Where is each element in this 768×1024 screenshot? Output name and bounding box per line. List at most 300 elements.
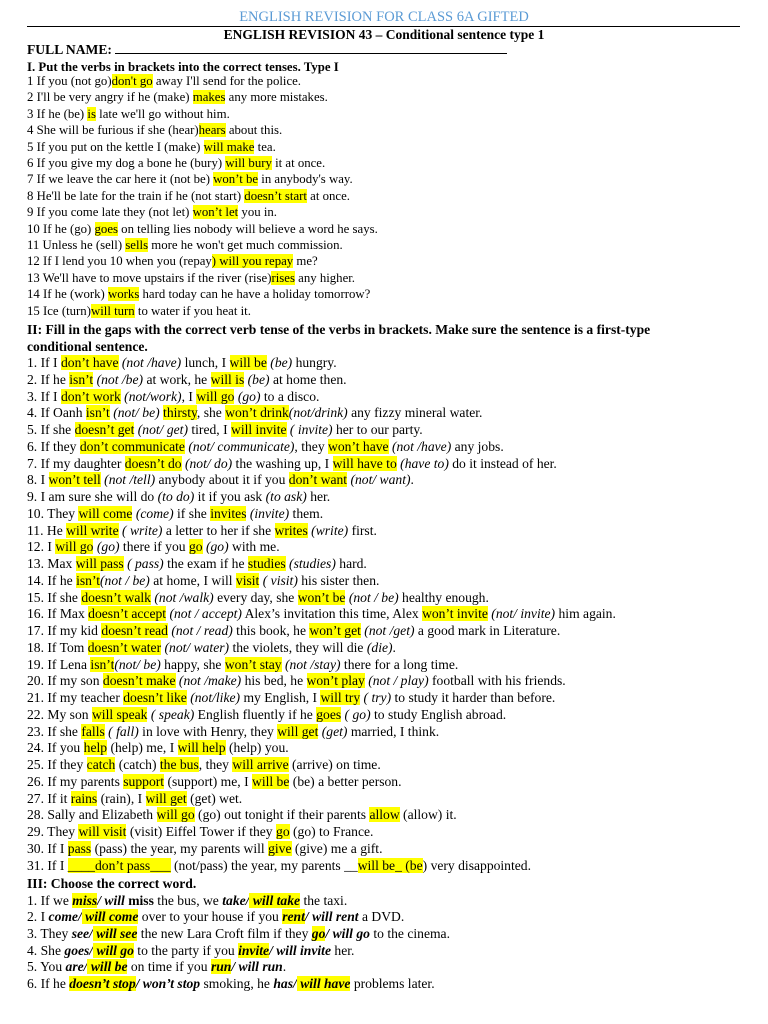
text-segment: miss xyxy=(124,892,154,908)
text-segment: 4. If Oanh xyxy=(27,405,86,421)
text-segment: anybody about it if you xyxy=(155,472,289,488)
text-segment: 6. If he xyxy=(27,976,70,991)
answer-highlight: invite xyxy=(238,942,270,958)
answer-highlight: will try xyxy=(320,690,361,705)
text-segment: ( visit) xyxy=(259,572,298,588)
answer-highlight: will write xyxy=(66,522,119,538)
text-segment: 3. They xyxy=(27,925,72,941)
text-segment: to the cinema. xyxy=(369,925,450,941)
exercise-item xyxy=(27,506,323,523)
answer-highlight: ____don’t pass___ xyxy=(67,857,171,873)
text-segment: problems later. xyxy=(350,976,435,991)
answer-highlight: doesn’t accept xyxy=(88,606,167,622)
answer-highlight: will come xyxy=(81,909,139,925)
answer-highlight: doesn’t do xyxy=(124,455,182,471)
answer-highlight: give xyxy=(268,840,292,856)
text-segment: Alex’s invitation this time, Alex xyxy=(241,606,423,622)
text-segment: (not/ want) xyxy=(347,472,411,488)
answer-highlight: doesn’t read xyxy=(101,623,168,638)
answer-highlight: isn’t xyxy=(90,656,115,672)
text-segment: (go) xyxy=(202,539,229,555)
answer-highlight: doesn’t get xyxy=(74,422,135,437)
text-segment: 17. If my kid xyxy=(27,623,102,638)
text-segment: / won’t stop xyxy=(135,976,201,991)
exercise-item xyxy=(27,139,276,155)
text-segment: ( pass) xyxy=(123,556,164,571)
text-segment: 12. I xyxy=(27,539,56,555)
answer-highlight: isn’t xyxy=(69,371,94,387)
exercise-item xyxy=(27,774,402,791)
text-segment: 5. You xyxy=(27,959,66,975)
exercise-item xyxy=(27,89,328,105)
answer-highlight: will turn xyxy=(90,303,135,318)
exercise-item xyxy=(27,926,450,943)
text-segment: (not /get) xyxy=(360,623,415,638)
text-segment: see/ xyxy=(71,925,93,941)
text-segment: (support) me, I xyxy=(164,773,253,789)
text-segment: tea. xyxy=(254,139,276,154)
text-segment: 24. If you xyxy=(27,740,84,756)
exercise-item xyxy=(27,523,377,540)
answer-highlight: will be xyxy=(252,773,290,789)
text-segment: 2. I xyxy=(27,909,49,925)
text-segment: 6. If they xyxy=(27,438,80,454)
text-segment: 10 If he (go) xyxy=(27,221,95,236)
text-segment: to water if you heat it. xyxy=(134,303,251,318)
exercise-item xyxy=(27,791,242,808)
answer-highlight: will be_ (be xyxy=(357,857,423,873)
full-name-row xyxy=(27,41,507,59)
text-segment: (catch) xyxy=(115,757,160,772)
text-segment: , they xyxy=(294,438,329,454)
text-segment: (not / accept) xyxy=(166,606,242,622)
text-segment: , she xyxy=(196,405,226,421)
answer-highlight: won’t let xyxy=(192,205,239,220)
exercise-item xyxy=(27,959,286,976)
section-heading xyxy=(27,876,196,893)
text-segment: you in. xyxy=(238,205,277,220)
exercise-item xyxy=(27,690,555,707)
text-segment: conditional sentence. xyxy=(27,338,148,354)
text-segment: (be) xyxy=(244,371,270,387)
answer-highlight: will take xyxy=(249,892,301,908)
text-segment: a good mark in Literature. xyxy=(414,623,561,638)
text-segment: his sister then. xyxy=(297,572,380,588)
answer-highlight: doesn’t like xyxy=(123,690,187,705)
text-segment: 14 If he (work) xyxy=(27,287,109,302)
text-segment: 6 If you give my dog a bone he (bury) xyxy=(27,156,226,170)
class-title: ENGLISH REVISION FOR CLASS 6A GIFTED xyxy=(239,9,529,25)
text-segment: 3. If I xyxy=(27,388,61,404)
exercise-item xyxy=(27,841,382,858)
text-segment: I. xyxy=(27,60,36,74)
text-segment: / will rent xyxy=(304,909,359,925)
worksheet-title: ENGLISH REVISION 43 – Conditional sentence type 1 xyxy=(223,27,545,42)
answer-highlight: won’t be xyxy=(297,589,346,605)
text-segment: , I xyxy=(181,388,197,404)
text-segment: 26. If my parents xyxy=(27,773,124,789)
exercise-item xyxy=(27,590,489,607)
answer-highlight: miss xyxy=(72,892,98,908)
text-segment: (not/ be) xyxy=(114,656,161,672)
exercise-item xyxy=(27,623,560,640)
text-segment: ( speak) xyxy=(147,706,195,722)
answer-highlight: will speak xyxy=(91,706,148,722)
text-segment: (not/ do) xyxy=(181,455,233,471)
section-heading xyxy=(27,322,650,339)
text-segment: hungry. xyxy=(292,355,337,370)
text-segment: a letter to her if she xyxy=(162,522,275,538)
text-segment: happy, she xyxy=(160,656,225,672)
text-segment: (come) xyxy=(132,505,174,521)
text-segment: 20. If my son xyxy=(27,673,103,689)
exercise-item xyxy=(27,422,423,439)
text-segment: them. xyxy=(289,505,324,521)
text-segment: at home, I will xyxy=(149,572,236,588)
text-segment: 23. If she xyxy=(27,723,82,739)
text-segment: 5 If you put on the kettle I (make) xyxy=(27,139,204,154)
answer-highlight: will go xyxy=(93,942,134,958)
exercise-item xyxy=(27,489,330,506)
text-segment: (not /be) xyxy=(93,371,144,387)
text-segment: (to do) xyxy=(157,489,195,504)
answer-highlight: will invite xyxy=(231,422,287,437)
answer-highlight: isn’t xyxy=(76,572,100,588)
text-segment: (not/work) xyxy=(120,388,182,404)
answer-highlight: rent xyxy=(282,909,305,925)
text-segment: with me. xyxy=(228,539,280,555)
text-segment: 15 Ice (turn) xyxy=(27,303,91,318)
answer-highlight: won’t get xyxy=(309,623,361,638)
text-segment: ( fall) xyxy=(104,723,139,739)
text-segment: (not / read) xyxy=(167,623,233,638)
text-segment: (not / play) xyxy=(364,673,429,689)
answer-highlight: writes xyxy=(274,522,308,538)
answer-highlight: go xyxy=(188,539,203,555)
text-segment: away I'll send for the police. xyxy=(152,74,302,88)
text-segment: 7. If my daughter xyxy=(27,455,125,471)
text-segment: (to ask) xyxy=(265,489,307,504)
text-segment: (not /have) xyxy=(388,438,452,454)
text-segment: ( invite) xyxy=(286,422,333,437)
answer-highlight: allow xyxy=(369,807,400,823)
section-heading-continued xyxy=(27,339,148,356)
answer-highlight: will pass xyxy=(75,556,124,571)
text-segment: 18. If Tom xyxy=(27,639,88,655)
text-segment: II: Fill in the gaps with the correct verb tense of the verbs in brackets. Make sure the sentence is a first-type xyxy=(27,322,651,337)
answer-highlight: don’t communicate xyxy=(79,438,185,454)
text-segment: (not/ communicate) xyxy=(184,438,295,454)
text-segment: hard today can he have a holiday tomorrow? xyxy=(139,287,371,302)
answer-highlight: don't go xyxy=(111,74,153,88)
text-segment: (have to) xyxy=(396,455,449,471)
exercise-item xyxy=(27,707,506,724)
answer-highlight: goes xyxy=(316,706,342,722)
text-segment: (be) a better person. xyxy=(289,773,402,789)
text-segment: lunch, I xyxy=(181,355,230,370)
text-segment: 27. If it xyxy=(27,790,71,806)
text-segment: at work, he xyxy=(143,371,211,387)
exercise-item xyxy=(27,976,435,993)
text-segment: late we'll go without him. xyxy=(95,106,230,121)
text-segment: (not /tell) xyxy=(100,472,156,488)
text-segment: 1. If we xyxy=(27,892,73,908)
text-segment: 10. They xyxy=(27,505,79,521)
text-segment: (invite) xyxy=(246,505,290,521)
text-segment: any fizzy mineral water. xyxy=(347,405,483,421)
text-segment: (visit) Eiffel Tower if they xyxy=(126,824,277,839)
text-segment: (help) you. xyxy=(225,740,289,756)
text-segment: 31. If I xyxy=(27,857,68,873)
exercise-item xyxy=(27,724,439,741)
text-segment: if she xyxy=(173,505,211,521)
answer-highlight: support xyxy=(123,773,165,789)
text-segment: 4 She will be furious if she (hear) xyxy=(27,123,199,138)
answer-highlight: is xyxy=(87,106,96,121)
text-segment: the taxi. xyxy=(300,892,348,908)
text-segment: her to our party. xyxy=(332,422,423,437)
text-segment: (not / be) xyxy=(345,589,399,605)
text-segment: 2. If he xyxy=(27,371,70,387)
exercise-item xyxy=(27,122,282,138)
answer-highlight: will get xyxy=(145,790,187,806)
text-segment: 13. Max xyxy=(27,556,76,571)
text-segment: the washing up, I xyxy=(232,455,333,471)
text-segment: any more mistakes. xyxy=(225,90,328,105)
answer-highlight: ) will you repay xyxy=(211,254,294,269)
text-segment: . xyxy=(392,639,396,655)
answer-highlight: help xyxy=(83,740,108,756)
full-name-blank[interactable] xyxy=(115,41,507,54)
text-segment: there for a long time. xyxy=(340,656,459,672)
text-segment: 21. If my teacher xyxy=(27,690,124,705)
text-segment: are/ xyxy=(65,959,88,975)
text-segment: at home then. xyxy=(269,371,347,387)
answer-highlight: sells xyxy=(125,238,149,252)
text-segment: (not /stay) xyxy=(281,656,341,672)
answer-highlight: don’t want xyxy=(288,472,348,488)
text-segment: the violets, they will die xyxy=(229,639,367,655)
text-segment: married, I think. xyxy=(347,723,440,739)
text-segment: do it instead of her. xyxy=(448,455,557,471)
answer-highlight: will make xyxy=(203,139,255,154)
text-segment: (not/ be) xyxy=(109,405,164,421)
answer-highlight: rains xyxy=(70,790,98,806)
answer-highlight: isn’t xyxy=(85,405,110,421)
answer-highlight: don’t work xyxy=(60,388,121,404)
text-segment: to study English abroad. xyxy=(370,706,507,722)
answer-highlight: visit xyxy=(235,572,260,588)
text-segment: the bus, we xyxy=(153,892,223,908)
text-segment: (go) to France. xyxy=(289,824,374,839)
text-segment: her. xyxy=(306,489,331,504)
answer-highlight: won’t tell xyxy=(48,472,101,488)
text-segment: ) very disappointed. xyxy=(422,857,531,873)
answer-highlight: doesn’t make xyxy=(102,673,176,689)
text-segment: English fluently if he xyxy=(194,706,317,722)
text-segment: smoking, he xyxy=(200,976,274,991)
text-segment: has/ xyxy=(273,976,297,991)
answer-highlight: will help xyxy=(177,740,226,756)
text-segment: (give) me a gift. xyxy=(291,840,383,856)
text-segment: , they xyxy=(198,757,233,772)
text-segment: it at once. xyxy=(271,156,326,170)
text-segment: his bed, he xyxy=(241,673,307,689)
answer-highlight: will visit xyxy=(78,824,127,839)
exercise-item xyxy=(27,673,566,690)
answer-highlight: will have xyxy=(296,976,351,991)
text-segment: the new Lara Croft film if they xyxy=(137,925,312,941)
exercise-item xyxy=(27,893,347,910)
text-segment: on telling lies nobody will believe a word he says. xyxy=(117,221,378,236)
exercise-item xyxy=(27,943,354,960)
exercise-item xyxy=(27,188,350,204)
answer-highlight: rises xyxy=(271,270,295,285)
text-segment: 15. If she xyxy=(27,589,82,605)
exercise-item xyxy=(27,757,381,774)
answer-highlight: catch xyxy=(86,757,116,772)
text-segment: . xyxy=(282,959,287,975)
full-name-label: FULL NAME: xyxy=(27,42,112,57)
answer-highlight: doesn’t stop xyxy=(69,976,136,991)
answer-highlight: will get xyxy=(277,723,319,739)
exercise-item xyxy=(27,539,280,556)
text-segment: (die) xyxy=(366,639,393,655)
answer-highlight: will be xyxy=(229,355,267,370)
text-segment: 30. If I xyxy=(27,840,68,856)
text-segment: (not/like) xyxy=(186,690,241,705)
text-segment: 7 If we leave the car here it (not be) xyxy=(27,172,214,187)
text-segment: to a disco. xyxy=(260,388,320,404)
exercise-item xyxy=(27,372,347,389)
text-segment: 12 If I lend you 10 when you (repay xyxy=(27,254,212,269)
answer-highlight: goes xyxy=(94,221,118,236)
text-segment: III: Choose the correct word. xyxy=(27,876,197,891)
exercise-item xyxy=(27,740,289,757)
text-segment: 14. If he xyxy=(27,572,77,588)
exercise-item xyxy=(27,640,396,657)
answer-highlight: won’t play xyxy=(306,673,365,689)
text-segment: 9. I am sure she will do xyxy=(27,489,158,504)
answer-highlight: studies xyxy=(247,556,286,571)
answer-highlight: thirsty xyxy=(163,405,197,421)
answer-highlight: will bury xyxy=(225,156,272,170)
text-segment: . xyxy=(410,472,414,488)
text-segment: 29. They xyxy=(27,824,79,839)
exercise-item xyxy=(27,237,343,253)
exercise-item xyxy=(27,253,318,269)
text-segment: (not/drink) xyxy=(288,405,348,421)
text-segment: (not/ invite) xyxy=(487,606,556,622)
text-segment: (go) out tonight if their parents xyxy=(194,807,370,823)
text-segment: ( write) xyxy=(118,522,163,538)
exercise-item xyxy=(27,858,531,875)
text-segment: any higher. xyxy=(294,270,355,285)
exercise-item xyxy=(27,606,616,623)
text-segment: / will xyxy=(97,892,125,908)
text-segment: my English, I xyxy=(240,690,321,705)
exercise-item xyxy=(27,155,325,171)
exercise-item xyxy=(27,556,367,573)
answer-highlight: makes xyxy=(192,90,226,105)
text-segment: 5. If she xyxy=(27,422,75,437)
text-segment: come/ xyxy=(48,909,82,925)
text-segment: (not /make) xyxy=(175,673,242,689)
text-segment: (not/ water) xyxy=(161,639,230,655)
text-segment: (get) xyxy=(318,723,348,739)
text-segment: 3 If he (be) xyxy=(27,106,88,121)
exercise-item xyxy=(27,286,370,302)
answer-highlight: hears xyxy=(198,123,226,138)
text-segment: ( try) xyxy=(360,690,392,705)
text-segment: him again. xyxy=(555,606,616,622)
exercise-item xyxy=(27,106,230,122)
text-segment: healthy enough. xyxy=(398,589,489,605)
text-segment: on time if you xyxy=(127,959,211,975)
exercise-item xyxy=(27,807,457,824)
answer-highlight: will arrive xyxy=(232,757,289,772)
answer-highlight: will go xyxy=(196,388,235,404)
text-segment: / will go xyxy=(325,925,370,941)
text-segment: / will run xyxy=(231,959,283,975)
text-segment: at once. xyxy=(306,188,350,203)
text-segment: (studies) xyxy=(285,556,336,571)
exercise-item xyxy=(27,204,277,220)
text-segment: (go) xyxy=(234,388,261,404)
exercise-item xyxy=(27,389,319,406)
answer-highlight: will go xyxy=(55,539,94,555)
text-segment: hard. xyxy=(335,556,367,571)
answer-highlight: will have to xyxy=(332,455,397,471)
exercise-item xyxy=(27,171,353,187)
answer-highlight: the bus xyxy=(159,757,199,772)
text-segment: 28. Sally and Elizabeth xyxy=(27,807,157,823)
text-segment: every day, she xyxy=(213,589,298,605)
text-segment: her. xyxy=(331,942,355,958)
answer-highlight: go xyxy=(276,824,290,839)
text-segment: 4. She xyxy=(27,942,65,958)
text-segment: a DVD. xyxy=(358,909,405,925)
answer-highlight: works xyxy=(108,287,140,302)
text-segment: to study it harder than before. xyxy=(391,690,556,705)
text-segment: ( go) xyxy=(341,706,371,722)
answer-highlight: will be xyxy=(87,959,128,975)
text-segment: / will invite xyxy=(269,942,331,958)
answer-highlight: pass xyxy=(67,840,92,856)
answer-highlight: won’t stay xyxy=(224,656,282,672)
text-segment: (allow) it. xyxy=(399,807,457,823)
answer-highlight: falls xyxy=(81,723,105,739)
text-segment: (rain), I xyxy=(97,790,146,806)
text-segment: over to your house if you xyxy=(138,909,283,925)
text-segment: 19. If Lena xyxy=(27,656,91,672)
text-segment: first. xyxy=(348,522,377,538)
text-segment: 11 Unless he (sell) xyxy=(27,238,126,252)
answer-highlight: won’t be xyxy=(213,172,259,187)
text-segment: (not /have) xyxy=(118,355,182,370)
exercise-item xyxy=(27,221,378,237)
text-segment: this book, he xyxy=(232,623,310,638)
text-segment: me? xyxy=(293,254,318,269)
text-segment: (go) xyxy=(93,539,120,555)
text-segment: goes/ xyxy=(64,942,94,958)
exercise-item xyxy=(27,909,404,926)
text-segment: (not /walk) xyxy=(150,589,214,605)
text-segment: the exam if he xyxy=(163,556,248,571)
exercise-item xyxy=(27,439,504,456)
text-segment: 1 If you (not go) xyxy=(27,74,112,88)
exercise-item xyxy=(27,303,251,319)
